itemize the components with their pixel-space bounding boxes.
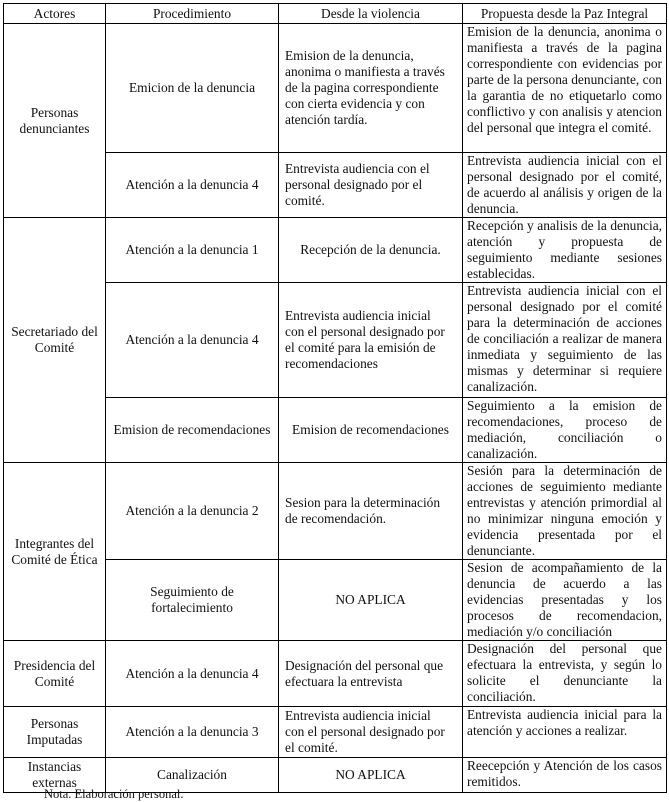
- proposal-cell: Sesión para la determinación de acciones de seguimiento mediante entrevistas y atención primordial al no minimizar ninguna emoción y evidencia presentada por el denunciante.: [463, 463, 667, 560]
- violence-cell: Entrevista audiencia inicial con el personal designado por el comité.: [279, 707, 463, 758]
- violence-cell: NO APLICA: [279, 758, 463, 793]
- actor-cell: Presidencia del Comité: [4, 641, 106, 707]
- violence-cell: Designación del personal que efectuara la entrevista: [279, 641, 463, 707]
- procedure-cell: Seguimiento de fortalecimiento: [106, 560, 279, 641]
- actor-cell: Instancias externas: [4, 758, 106, 793]
- procedures-table: [3, 3, 667, 793]
- procedure-cell: Atención a la denuncia 2: [106, 463, 279, 560]
- actor-cell: Personas denunciantes: [4, 24, 106, 218]
- table-row: [4, 707, 667, 758]
- procedure-cell: Canalización: [106, 758, 279, 793]
- violence-cell: Entrevista audiencia inicial con el personal designado por el comité para la emisión de recomendaciones: [279, 283, 463, 398]
- violence-cell: Recepción de la denuncia.: [279, 218, 463, 283]
- proposal-cell: Sesion de acompañamiento de la denuncia de acuerdo a las evidencias presentadas y los procesos de recomendacion, mediación y/o conciliación: [463, 560, 667, 641]
- procedure-cell: Atención a la denuncia 4: [106, 283, 279, 398]
- header-propuesta: Propuesta desde la Paz Integral: [463, 4, 667, 24]
- proposal-cell: Reecepción y Atención de los casos remitidos.: [463, 758, 667, 793]
- violence-cell: Sesion para la determinación de recomendación.: [279, 463, 463, 560]
- violence-cell: Emision de recomendaciones: [279, 398, 463, 463]
- table-row: [4, 463, 667, 560]
- actor-cell: Integrantes del Comité de Ética: [4, 463, 106, 641]
- proposal-cell: Emision de la denuncia, anonima o manifiesta a través de la pagina correspondiente con evidencias por parte de la persona denunciante, con la garantia de no etiquetarlo como conflictivo y con analisis y atencion del personal que integra el comité.: [463, 24, 667, 153]
- actor-cell: Personas Imputadas: [4, 707, 106, 758]
- violence-cell: Entrevista audiencia con el personal designado por el comité.: [279, 153, 463, 218]
- proposal-cell: Seguimiento a la emision de recomendaciones, proceso de mediación, conciliación o canalización.: [463, 398, 667, 463]
- table-row: [4, 218, 667, 283]
- proposal-cell: Entrevista audiencia inicial con el personal designado por el comité, de acuerdo al análisis y origen de la denuncia.: [463, 153, 667, 218]
- proposal-cell: Entrevista audiencia inicial con el personal designado por el comité para la determinación de acciones de conciliación a realizar de manera inmediata y seguimiento de las mismas y determinar si requiere canalización.: [463, 283, 667, 398]
- header-desde-la-violencia: Desde la violencia: [279, 4, 463, 24]
- violence-cell: NO APLICA: [279, 560, 463, 641]
- procedure-cell: Atención a la denuncia 4: [106, 153, 279, 218]
- procedure-cell: Atención a la denuncia 1: [106, 218, 279, 283]
- violence-cell: Emision de la denuncia, anonima o manifiesta a través de la pagina correspondiente con cierta evidencia y con atención tardía.: [279, 24, 463, 153]
- procedure-cell: Emision de recomendaciones: [106, 398, 279, 463]
- table-row: [4, 24, 667, 153]
- table-row: [4, 641, 667, 707]
- proposal-cell: Entrevista audiencia inicial para la atención y acciones a realizar.: [463, 707, 667, 758]
- header-actores: Actores: [4, 4, 106, 24]
- proposal-cell: Designación del personal que efectuara la entrevista, y según lo solicite el denunciante la conciliación.: [463, 641, 667, 707]
- header-procedimiento: Procedimiento: [106, 4, 279, 24]
- table-header-row: [4, 4, 667, 24]
- proposal-cell: Recepción y analisis de la denuncia, atención y propuesta de seguimiento mediante sesiones establecidas.: [463, 218, 667, 283]
- procedure-cell: Emicion de la denuncia: [106, 24, 279, 153]
- table-note: Nota. Elaboración personal.: [44, 787, 184, 801]
- procedure-cell: Atención a la denuncia 3: [106, 707, 279, 758]
- procedure-cell: Atención a la denuncia 4: [106, 641, 279, 707]
- actor-cell: Secretariado del Comité: [4, 218, 106, 463]
